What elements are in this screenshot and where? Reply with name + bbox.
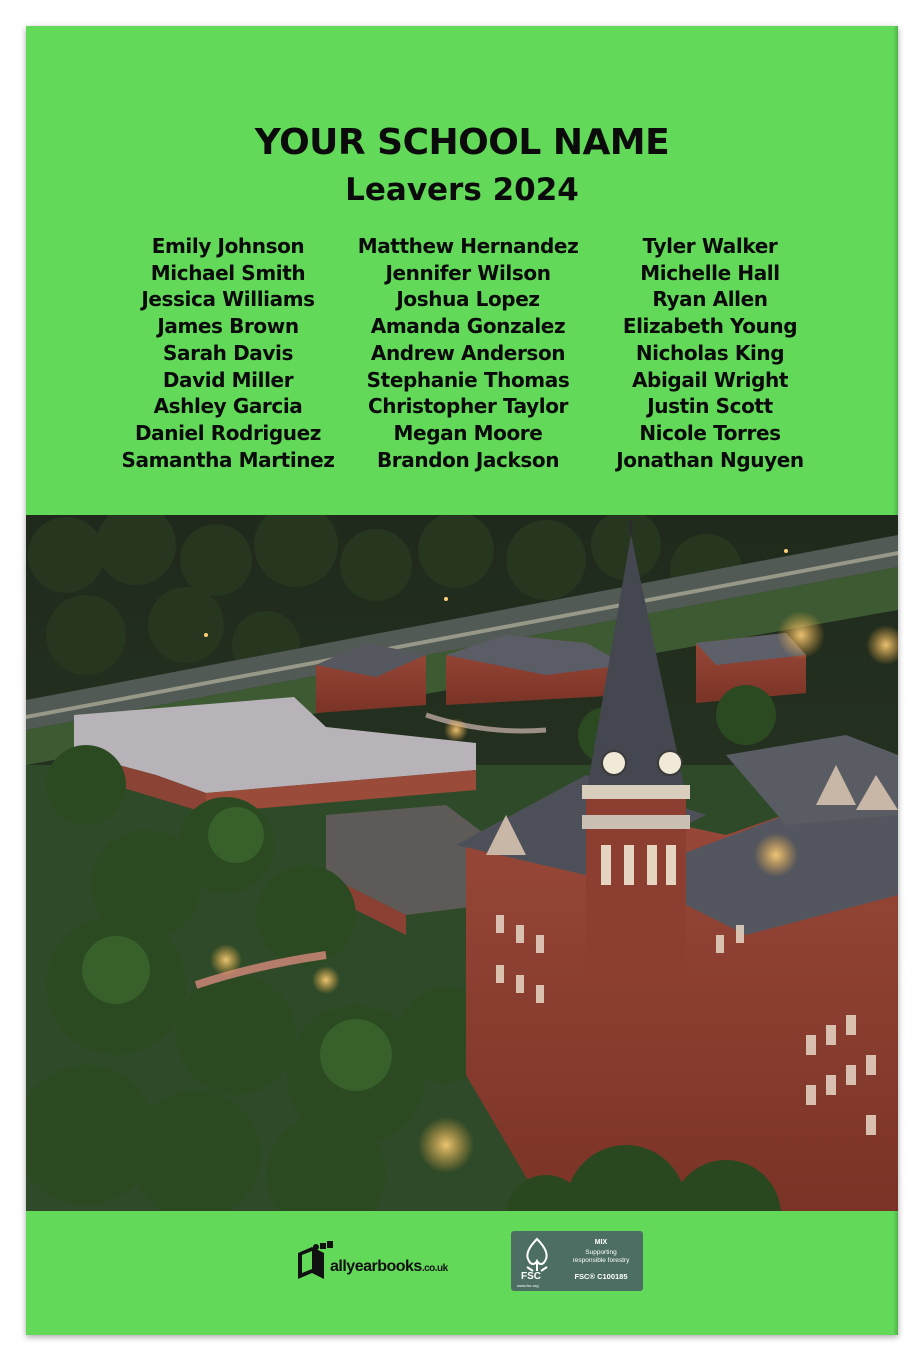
- yearbook-back-cover: [26, 26, 898, 1335]
- names-column-1: [108, 233, 348, 473]
- leaver-name: Michael Smith: [150, 260, 306, 285]
- leaver-name: Tyler Walker: [642, 234, 778, 258]
- names-column-3: [590, 233, 830, 473]
- brand-tld: .co.uk: [421, 1263, 448, 1274]
- campus-aerial-photo: [26, 515, 898, 1211]
- leaver-name: Ashley Garcia: [153, 394, 303, 419]
- leaver-name: James Brown: [157, 314, 299, 339]
- fsc-support-line-2: responsible forestry: [572, 1257, 630, 1264]
- leavers-name-list: [26, 233, 898, 479]
- leaver-name: Christopher Taylor: [367, 394, 569, 419]
- allyearbooks-logo: [294, 1239, 484, 1289]
- leaver-name: Stephanie Thomas: [366, 367, 570, 392]
- fsc-support-line-1: Supporting: [585, 1249, 617, 1256]
- cover-footer: [26, 1211, 898, 1335]
- fsc-license-code: FSC® C100185: [574, 1272, 628, 1281]
- fsc-mix-label: MIX: [594, 1239, 608, 1246]
- leaver-name: Megan Moore: [393, 420, 543, 445]
- leaver-name: Nicholas King: [635, 340, 785, 365]
- leaver-name: Michelle Hall: [640, 260, 780, 285]
- leaver-name: Andrew Anderson: [370, 340, 566, 365]
- brand-name: allyearbooks: [330, 1258, 422, 1275]
- leaver-name: Samantha Martinez: [121, 447, 335, 472]
- leaver-name: Jennifer Wilson: [385, 260, 551, 285]
- fsc-support-text: [561, 1249, 641, 1265]
- leaver-name: Jessica Williams: [141, 287, 315, 312]
- leaver-name: Nicole Torres: [639, 420, 781, 445]
- leaver-name: Ryan Allen: [652, 287, 768, 312]
- fsc-certification-badge: [511, 1231, 643, 1291]
- leaver-name: Matthew Hernandez: [357, 234, 579, 258]
- school-name: YOUR SCHOOL NAME: [254, 122, 670, 163]
- leaver-name: Abigail Wright: [631, 367, 789, 392]
- fsc-wordmark: FSC: [521, 1271, 541, 1282]
- leaver-name: Joshua Lopez: [396, 287, 540, 312]
- leaver-name: David Miller: [162, 367, 294, 392]
- leavers-year: Leavers 2024: [345, 172, 579, 208]
- fsc-tree-icon: [519, 1237, 555, 1275]
- fsc-url: www.fsc.org: [517, 1283, 539, 1288]
- names-column-2: [348, 233, 588, 473]
- leaver-name: Emily Johnson: [151, 234, 305, 258]
- leaver-name: Amanda Gonzalez: [370, 314, 566, 339]
- leaver-name: Daniel Rodriguez: [134, 420, 322, 445]
- brand-wordmark: [330, 1258, 448, 1276]
- book-logo-icon: [294, 1239, 334, 1283]
- leaver-name: Brandon Jackson: [376, 447, 560, 472]
- leaver-name: Jonathan Nguyen: [616, 447, 804, 472]
- leaver-name: Justin Scott: [647, 394, 773, 419]
- leaver-name: Elizabeth Young: [622, 314, 798, 339]
- leaver-name: Sarah Davis: [163, 340, 293, 365]
